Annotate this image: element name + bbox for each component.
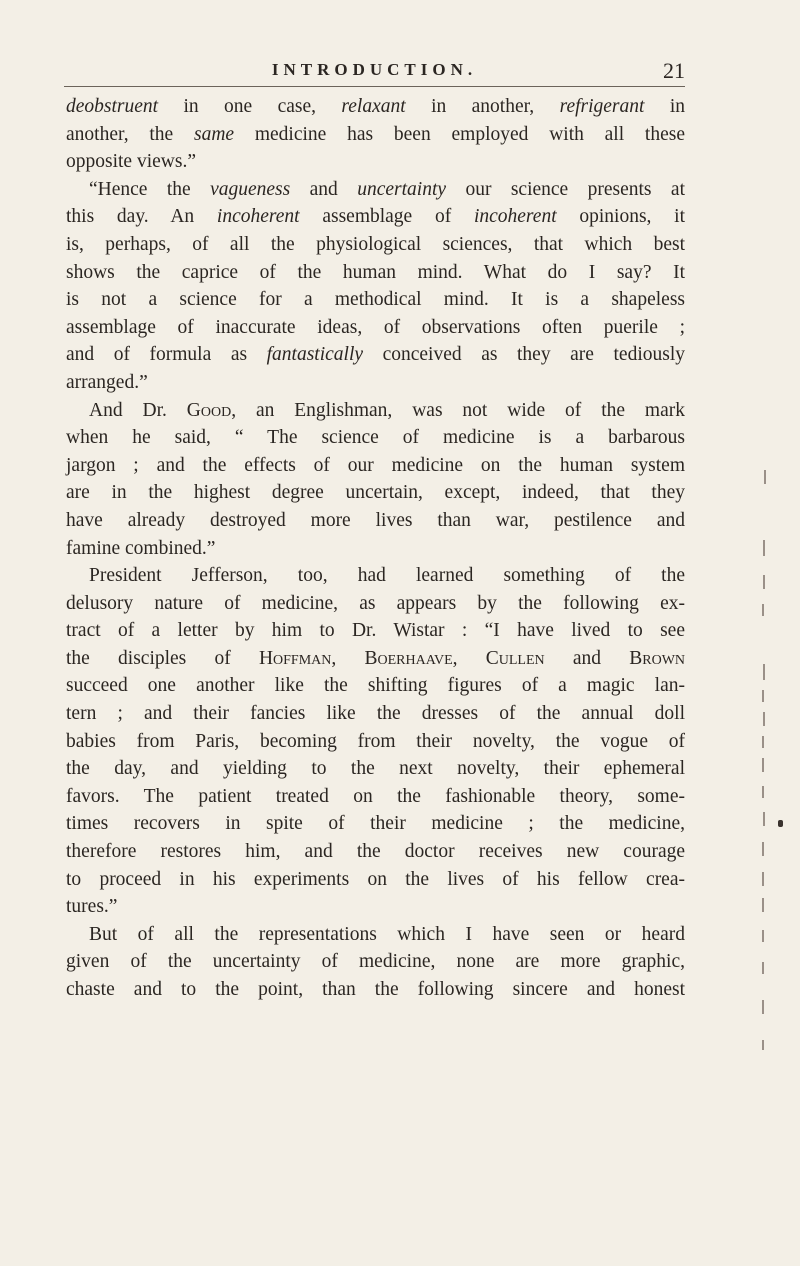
margin-mark — [762, 842, 764, 856]
text-line: shows the caprice of the human mind. What do I say? It — [66, 261, 685, 283]
text-line: therefore restores him, and the doctor receives new courage — [66, 841, 685, 863]
margin-mark — [762, 786, 764, 798]
header-rule — [64, 86, 685, 87]
margin-mark — [763, 540, 765, 556]
margin-mark — [762, 898, 764, 912]
text-line: is not a science for a methodical mind. It is a shapeless — [66, 289, 685, 311]
margin-mark — [763, 664, 765, 680]
margin-mark — [762, 872, 764, 886]
margin-mark — [762, 1040, 764, 1050]
margin-mark — [763, 812, 765, 826]
text-line: favors. The patient treated on the fashionable theory, some- — [66, 785, 685, 807]
text-line: another, the same medicine has been employed with all these — [66, 123, 685, 145]
text-line: But of all the representations which I have seen or heard — [89, 923, 685, 945]
text-line: assemblage of inaccurate ideas, of observations often puerile ; — [66, 316, 685, 338]
margin-mark — [762, 962, 764, 974]
running-head — [64, 60, 685, 84]
body-text — [66, 93, 685, 1004]
text-line: famine combined.” — [66, 537, 216, 559]
running-head-title: INTRODUCTION. — [271, 60, 478, 79]
text-line: succeed one another like the shifting figures of a magic lan- — [66, 675, 685, 697]
text-line: the disciples of Hoffman, Boerhaave, Cullen and Brown — [66, 647, 686, 669]
margin-mark — [762, 736, 764, 748]
text-line: And Dr. Good, an Englishman, was not wide of the mark — [89, 399, 685, 421]
text-line: when he said, “ The science of medicine is a barbarous — [66, 427, 685, 449]
text-line: to proceed in his experiments on the lives of his fellow crea- — [66, 868, 685, 890]
margin-mark — [762, 930, 764, 942]
text-line: are in the highest degree uncertain, except, indeed, that they — [66, 482, 685, 504]
text-line: is, perhaps, of all the physiological sciences, that which best — [66, 233, 685, 255]
text-line: tures.” — [66, 896, 118, 918]
text-line: President Jefferson, too, had learned something of the — [89, 565, 685, 587]
text-line: opposite views.” — [66, 151, 196, 173]
text-line: this day. An incoherent assemblage of incoherent opinions, it — [66, 206, 685, 228]
margin-mark — [763, 712, 765, 726]
text-line: chaste and to the point, than the following sincere and honest — [66, 979, 685, 1000]
text-line: babies from Paris, becoming from their novelty, the vogue of — [66, 730, 685, 752]
page-number: 21 — [663, 58, 685, 83]
margin-mark — [764, 470, 766, 484]
margin-mark — [763, 575, 765, 589]
text-line: “Hence the vagueness and uncertainty our science presents at — [89, 178, 685, 200]
text-line: given of the uncertainty of medicine, none are more graphic, — [66, 951, 685, 973]
text-line: and of formula as fantastically conceived as they are tediously — [66, 344, 685, 366]
text-line: times recovers in spite of their medicine ; the medicine, — [66, 813, 685, 835]
text-line: the day, and yielding to the next novelty, their ephemeral — [66, 758, 685, 780]
text-line: delusory nature of medicine, as appears by the following ex- — [66, 592, 685, 614]
margin-dot — [778, 820, 783, 827]
text-line: tract of a letter by him to Dr. Wistar : “I have lived to see — [66, 620, 685, 642]
margin-mark — [762, 1000, 764, 1014]
text-line: jargon ; and the effects of our medicine on the human system — [66, 454, 685, 476]
margin-mark — [762, 758, 764, 772]
text-line: deobstruent in one case, relaxant in another, refrigerant in — [66, 96, 685, 117]
text-line: have already destroyed more lives than war, pestilence and — [66, 509, 685, 531]
margin-mark — [762, 690, 764, 702]
margin-mark — [762, 604, 764, 616]
text-line: tern ; and their fancies like the dresses of the annual doll — [66, 703, 685, 725]
text-line: arranged.” — [66, 371, 148, 393]
